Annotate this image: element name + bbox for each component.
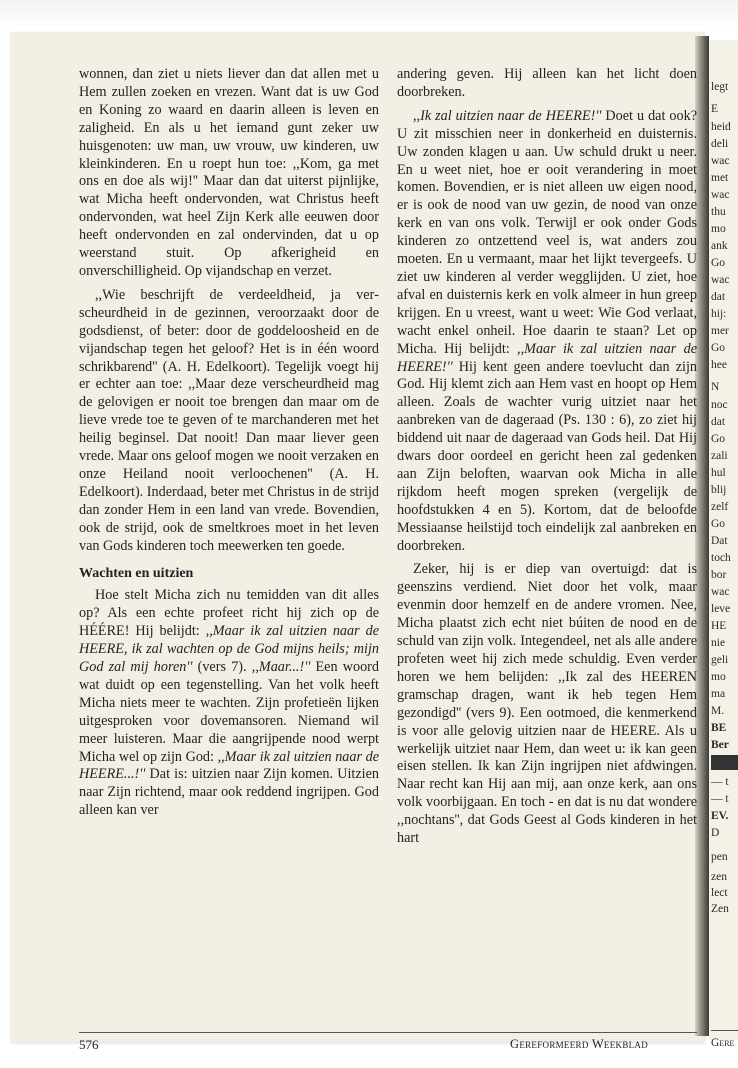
paragraph: wonnen, dan ziet u niets liever dan dat allen met u Hem zullen zoeken en vrezen. Want dat is uw God en Koning zo waard en daarin alleen is leven en zaligheid. En als u het iemand gunt zeker uw huisgenoten: uw man, uw vrouw, uw kinderen, uw kleinkinderen. En u roept hun toe: ,,Kom, ga met ons en doe als wij!'' Maar dan dat uiterst pijnlijke, wat Micha heeft ondervonden, wat Christus heeft ondervonden, wat heel Zijn Kerk alle eeuwen door heeft ondervonden en zal ondervinden, dat u op weerstand stuit. Op afkerigheid en onverschilligheid. Op vijandschap en verzet.	[79, 66, 379, 279]
next-page-fragment: met	[711, 172, 729, 184]
next-page-fragment: Ber	[711, 739, 729, 751]
next-page-fragment: HE	[711, 620, 727, 632]
page-gutter	[695, 36, 709, 1036]
next-page-fragment: Dat	[711, 535, 728, 547]
next-page-fragment: leve	[711, 603, 731, 615]
next-page-fragment: — t	[711, 793, 729, 805]
next-page-fragment: ma	[711, 688, 726, 700]
section-heading: Wachten en uitzien	[79, 566, 194, 582]
next-page-fragment: N	[711, 381, 720, 393]
next-page-fragment: mo	[711, 671, 726, 683]
next-page-fragment: D	[711, 827, 720, 839]
next-page-fragment: wac	[711, 155, 730, 167]
next-page-fragment: Go	[711, 518, 726, 530]
next-page-fragment: dat	[711, 416, 726, 428]
next-page-fragment: BE	[711, 722, 727, 734]
next-page-fragment: wac	[711, 189, 730, 201]
next-page-footer-rule	[711, 1030, 738, 1031]
next-page-fragment: dat	[711, 291, 726, 303]
paragraph: ,,Wie beschrijft de verdeeldheid, ja verscheurdheid in de gezinnen, veroorzaakt door de godsdienst, of beter: door de goddeloosheid en de vijandschap tegen het geloof? Het is in één woord schrikbarend'' (A. H. Edelkoort). Tegelijk voegt hij er echter aan toe: ,,Maar deze verscheurdheid mag de gelovigen er nooit toe brengen dan maar om de lieve vrede toe te geven of te marchanderen met het heilig beginsel. Dat nooit! Dan maar liever geen vrede. Maar ons geloof mogen we nooit verzaken en onze Heiland nooit verloochenen'' (A. H. Edelkoort). Inderdaad, beter met Christus in de strijd dan zonder Hem in een land van vrede. Bovendien, ook de strijd, ook de smeltkroes moet in het leven van Gods kinderen toch meewerken ten goede.	[79, 286, 379, 554]
next-page-fragment: Go	[711, 257, 726, 269]
footer-rule	[79, 1032, 697, 1033]
next-page-fragment: ank	[711, 240, 728, 252]
next-page-fragment: — t	[711, 776, 729, 788]
next-page-fragment: pen	[711, 851, 728, 863]
next-page-fragment: hij:	[711, 308, 727, 320]
next-page-fragment: E	[711, 103, 719, 115]
paragraph: andering geven. Hij alleen kan het licht doen doorbreken.	[397, 66, 697, 100]
paragraph: Zeker, hij is er diep van overtuigd: dat is geenszins verdiend. Niet door het volk, maar evenmin door hemzelf en de andere vromen. Nee, Micha plaatst zich echt niet búiten de nood en de schuld van zijn volk. Integendeel, net als alle andere profeten weet hij zich mede schuldig. Even verder horen we hem belijden: ,,Ik zal des HEEREN gramschap dragen, want ik heb tegen Hem gezondigd'' (vers 9). Een ootmoed, die kenmerkend is voor alle gelovig uitzien naar de HEERE. Als u werkelijk uitziet naar Hem, dan weet u: ik kan geen eisen stellen. Ik kan Zijn ingrijpen niet afdwingen. Naar recht kan Hij aan mij, aan onze kerk, aan ons volk voorbijgaan. En toch - en dat is nu dat wondere ,,nochtans'', dat Gods Geest al Gods kinderen in het hart	[397, 561, 697, 847]
running-title: Gereformeerd Weekblad	[510, 1037, 649, 1051]
next-page-fragment: zali	[711, 450, 728, 462]
paragraph: Hoe stelt Micha zich nu temidden van dit alles op? Als een echte profeet richt hij zich op de HÉÉRE! Hij belijdt: ,,Maar ik zal uitzien naar de HEERE, ik zal wachten op de God mijns heils; mijn God zal mij horen'' (vers 7). ,,Maar...!'' Een woord wat duidt op een tegenstelling. Van het volk heeft Micha niets meer te wachten. Zijn profetieën lijken uitgesproken voor dovemansoren. Niemand wil meer luisteren. Maar die aangrijpende nood werpt Micha wel op zijn God: ,,Maar ik zal uitzien naar de HEERE...!'' Dat is: uitzien naar Zijn komen. Uitzien naar Zijn richtend, maar ook reddend ingrijpen. God alleen kan ver	[79, 587, 380, 819]
right-column	[397, 66, 697, 854]
next-page-fragment: geli	[711, 654, 729, 666]
next-page-fragment: mo	[711, 223, 726, 235]
next-page-fragment: legt	[711, 81, 729, 93]
next-page-fragment: zelf	[711, 501, 729, 513]
next-page-fragment: wac	[711, 274, 730, 286]
next-page-fragment: thu	[711, 206, 726, 218]
left-column	[79, 66, 379, 826]
next-page-fragment: hul	[711, 467, 726, 479]
next-page-fragment: M.	[711, 705, 725, 717]
next-page-fragment: zen	[711, 871, 727, 883]
next-page-fragment: toch	[711, 552, 731, 564]
next-page-fragment: mer	[711, 325, 729, 337]
next-page-fragment: blij	[711, 484, 727, 496]
page-number: 576	[79, 1037, 99, 1052]
next-page-footer: Gere	[711, 1037, 735, 1049]
next-page-fragment: nie	[711, 637, 726, 649]
next-page-fragment: deli	[711, 138, 729, 150]
next-page-fragment: Go	[711, 433, 726, 445]
next-page-fragment: hee	[711, 359, 727, 371]
next-page-fragment: Zen	[711, 903, 729, 915]
paragraph: ,,Ik zal uitzien naar de HEERE!'' Doet u dat ook? U zit misschien neer in donkerheid en duisternis. Uw zonden klagen u aan. Uw schuld drukt u neer. En u weet niet, hoe er ooit verandering in moet komen. Bovendien, er is niet alleen uw eigen nood, er is ook de nood van uw gezin, de nood van onze kerk en van ons volk. Terwijl er ook onder Gods kinderen zo ontzettend veel is, wat anders zou moeten. En u vermaant, maar het lijkt tevergeefs. U ziet uw kinderen al verder wegglijden. U ziet, hoe afval en duisternis kerk en volk almeer in hun greep krijgen. En u vreest, want u weet: Wie God verlaat, wacht enkel onheil. Hoe daarin te staan? Let op Micha. Hij belijdt: ,,Maar ik zal uitzien naar de HEERE!'' Hij kent geen andere toevlucht dan zijn God. Hij klemt zich aan Hem vast en hoopt op Hem alleen. Zoals de wachter vurig uitziet naar het aanbreken van de dageraad (Ps. 130 : 6), zo ziet hij biddend uit naar de dageraad van Gods heil. Dat Hij dwars door oordeel en gericht heen zal gedenken aan Zijn beloften, waarvan ook Micha in alle rijkdom heeft mogen spreken (vergelijk de hoofdstukken 4 en 5). Kortom, dat de beloofde Messiaanse heilstijd toch eindelijk zal aanbreken en doorbreken.	[397, 107, 697, 554]
next-page-fragment: lect	[711, 887, 728, 899]
next-page-fragment: EV.	[711, 810, 729, 822]
next-page-fragment: wac	[711, 586, 730, 598]
next-page-fragment: Go	[711, 342, 726, 354]
next-page-fragment: bor	[711, 569, 727, 581]
next-page-fragment: noc	[711, 399, 728, 411]
next-page-dark-bar	[711, 755, 738, 770]
next-page-fragment: heid	[711, 121, 731, 133]
